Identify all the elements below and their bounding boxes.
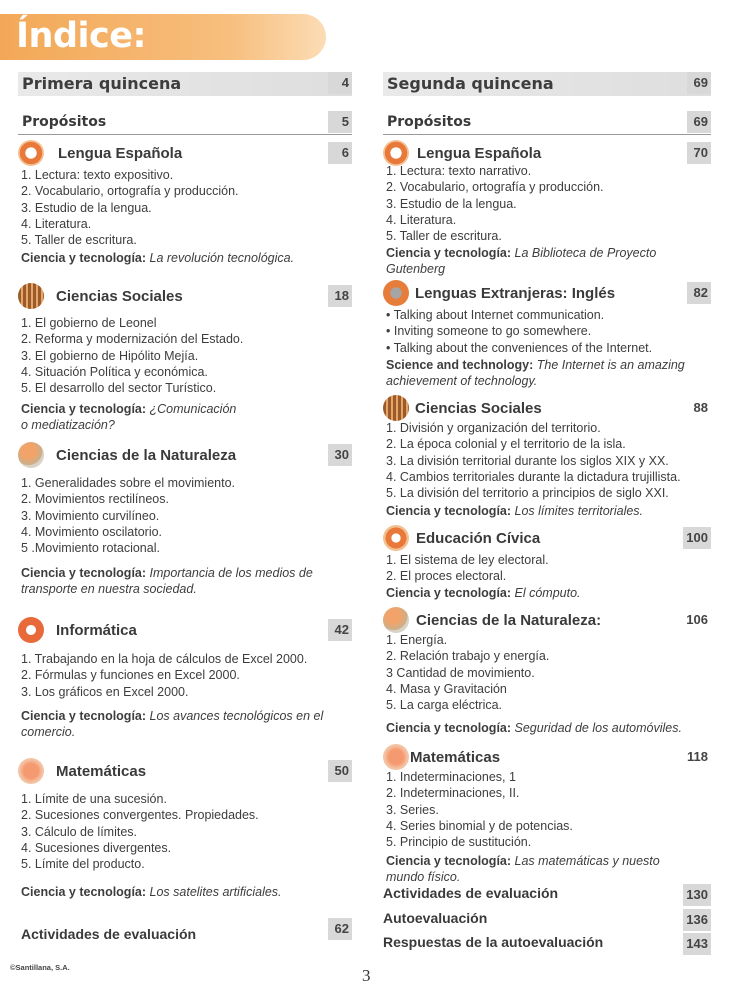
list-item: 1. Generalidades sobre el movimiento. bbox=[21, 476, 236, 490]
copyright: ©Santillana, S.A. bbox=[10, 963, 70, 972]
section-items bbox=[386, 769, 711, 850]
section-items bbox=[386, 632, 711, 713]
section-items bbox=[21, 651, 352, 700]
propositos-row bbox=[383, 111, 711, 133]
ciencia-tecnologia bbox=[386, 853, 711, 886]
cyt-label: Ciencia y tecnología: bbox=[386, 854, 512, 868]
autoevaluacion-row bbox=[383, 908, 711, 930]
section-items bbox=[21, 167, 352, 248]
list-item: 2. Fórmulas y funciones en Excel 2000. bbox=[21, 668, 240, 683]
section-title: Informática bbox=[56, 622, 137, 639]
page-number: 18 bbox=[328, 285, 352, 307]
cyt-label: Ciencia y tecnología: bbox=[386, 721, 512, 735]
list-item: 2. El proces electoral. bbox=[386, 569, 507, 584]
section-items bbox=[386, 420, 711, 501]
respuestas-label: Respuestas de la autoevaluación bbox=[383, 934, 604, 950]
page-number: 136 bbox=[683, 909, 711, 931]
list-item: 2. Reforma y modernización del Estado. bbox=[21, 332, 244, 347]
list-item: 1. Lectura: texto narrativo. bbox=[386, 164, 532, 178]
quincena-title: Segunda quincena bbox=[387, 74, 554, 93]
divider bbox=[383, 134, 711, 135]
list-item: 4. Series binomial y de potencias. bbox=[386, 818, 573, 833]
list-item: 3. Estudio de la lengua. bbox=[21, 200, 152, 215]
list-item: 4. Situación Política y económica. bbox=[21, 364, 208, 379]
cyt-label: Ciencia y tecnología: bbox=[21, 566, 147, 580]
list-item: 5. Taller de escritura. bbox=[386, 229, 502, 244]
crowd-icon bbox=[18, 283, 44, 309]
list-item: 3. Cálculo de límites. bbox=[21, 824, 138, 839]
planet-icon bbox=[383, 607, 409, 633]
cyt-text: La Biblioteca de Proyecto bbox=[514, 246, 657, 260]
page-number: 70 bbox=[687, 142, 711, 164]
list-item: 4. Sucesiones divergentes. bbox=[21, 840, 172, 855]
ciencia-tecnologia bbox=[21, 708, 352, 741]
list-item: 5. La división del territorio a principios de siglo XXI. bbox=[386, 486, 669, 501]
hand-icon bbox=[383, 525, 409, 551]
list-item: • Talking about the conveniences of the Internet. bbox=[386, 340, 653, 355]
crowd-icon bbox=[383, 395, 409, 421]
quincena-title: Primera quincena bbox=[22, 74, 182, 93]
section-title: Matemáticas bbox=[56, 763, 147, 780]
section-title: Lenguas Extranjeras: Inglés bbox=[415, 285, 616, 302]
ciencia-tecnologia bbox=[386, 585, 711, 601]
cyt-label: Science and technology: bbox=[386, 358, 534, 372]
list-item: 1. El sistema de ley electoral. bbox=[386, 553, 549, 567]
cyt-text: La revolución tecnológica. bbox=[149, 251, 295, 265]
list-item: 5. Límite del producto. bbox=[21, 857, 145, 872]
quincena-header-segunda bbox=[383, 72, 711, 96]
section-items bbox=[386, 307, 711, 356]
cyt-text: Los límites territoriales. bbox=[514, 504, 644, 518]
page-number: 62 bbox=[328, 918, 352, 940]
statue-of-liberty-icon bbox=[383, 280, 409, 306]
math-symbols-icon bbox=[18, 758, 44, 784]
cyt-text: Los satelites artificiales. bbox=[149, 885, 282, 899]
section-title: Ciencias de la Naturaleza: bbox=[416, 612, 602, 629]
page-footer-number: 3 bbox=[362, 966, 371, 985]
list-item: 3. Series. bbox=[386, 802, 439, 817]
list-item: 2. Sucesiones convergentes. Propiedades. bbox=[21, 808, 259, 823]
cyt-text: Importancia de los medios de bbox=[149, 566, 313, 580]
section-title: Educación Cívica bbox=[416, 530, 541, 547]
list-item: 4. Cambios territoriales durante la dictadura trujillista. bbox=[386, 469, 681, 484]
actividades-row bbox=[383, 883, 711, 905]
book-hand-icon bbox=[18, 140, 44, 166]
page-number: 30 bbox=[328, 444, 352, 466]
list-item: 3 Cantidad de movimiento. bbox=[386, 665, 535, 680]
cyt-text: o mediatización? bbox=[21, 418, 115, 433]
cyt-label: Ciencia y tecnología: bbox=[21, 402, 147, 416]
section-sociales bbox=[18, 285, 352, 309]
propositos-row bbox=[18, 111, 352, 133]
page-number: 5 bbox=[328, 111, 352, 133]
section-naturaleza bbox=[383, 609, 711, 633]
math-symbols-icon bbox=[383, 744, 409, 770]
cyt-label: Ciencia y tecnología: bbox=[21, 885, 147, 899]
page-number: 69 bbox=[687, 111, 711, 133]
cyt-text: The Internet is an amazing bbox=[536, 358, 685, 372]
ciencia-tecnologia bbox=[21, 884, 352, 900]
list-item: 3. Movimiento curvilíneo. bbox=[21, 508, 160, 523]
list-item: 5. Taller de escritura. bbox=[21, 233, 137, 248]
page-number: 143 bbox=[683, 933, 711, 955]
propositos-label: Propósitos bbox=[387, 114, 472, 130]
list-item: • Talking about Internet communication. bbox=[386, 308, 605, 322]
cyt-text: transporte en nuestra sociedad. bbox=[21, 582, 197, 597]
cyt-label: Ciencia y tecnología: bbox=[386, 246, 512, 260]
list-item: 3. Estudio de la lengua. bbox=[386, 196, 517, 211]
ciencia-tecnologia bbox=[386, 245, 711, 278]
cyt-label: Ciencia y tecnología: bbox=[386, 504, 512, 518]
section-ingles bbox=[383, 282, 711, 306]
section-informatica bbox=[18, 619, 352, 643]
propositos-label: Propósitos bbox=[22, 114, 107, 130]
section-sociales bbox=[383, 397, 711, 421]
cyt-text: El cómputo. bbox=[514, 586, 581, 600]
list-item: 4. Literatura. bbox=[21, 216, 92, 231]
cyt-text: comercio. bbox=[21, 725, 76, 740]
list-item: 1. Trabajando en la hoja de cálculos de Excel 2000. bbox=[21, 652, 308, 666]
section-title: Ciencias de la Naturaleza bbox=[56, 447, 237, 464]
section-lengua bbox=[18, 142, 352, 166]
list-item: 4. Literatura. bbox=[386, 212, 457, 227]
ciencia-tecnologia bbox=[386, 720, 711, 736]
list-item: 2. Vocabulario, ortografía y producción. bbox=[386, 180, 604, 195]
section-title: Matemáticas bbox=[410, 749, 501, 766]
list-item: 5 .Movimiento rotacional. bbox=[21, 541, 160, 556]
list-item: 1. Indeterminaciones, 1 bbox=[386, 770, 516, 784]
page-number: 69 bbox=[687, 72, 711, 94]
list-item: 3. Los gráficos en Excel 2000. bbox=[21, 684, 189, 699]
page-number: 42 bbox=[328, 619, 352, 641]
list-item: 2. Indeterminaciones, II. bbox=[386, 786, 520, 801]
list-item: 5. El desarrollo del sector Turístico. bbox=[21, 381, 217, 396]
section-title: Ciencias Sociales bbox=[56, 288, 183, 305]
page-number: 50 bbox=[328, 760, 352, 782]
mouse-hand-icon bbox=[18, 617, 44, 643]
section-civica bbox=[383, 527, 711, 551]
actividades-row bbox=[18, 922, 352, 944]
list-item: 5. Principio de sustitución. bbox=[386, 835, 532, 850]
section-items bbox=[386, 163, 711, 244]
ciencia-tecnologia bbox=[386, 357, 711, 390]
list-item: 1. Lectura: texto expositivo. bbox=[21, 168, 174, 182]
page-number: 4 bbox=[328, 72, 352, 94]
list-item: 1. División y organización del territorio. bbox=[386, 421, 601, 435]
cyt-text: achievement of technology. bbox=[386, 374, 538, 389]
autoevaluacion-label: Autoevaluación bbox=[383, 910, 488, 926]
ciencia-tecnologia bbox=[386, 503, 711, 519]
section-naturaleza bbox=[18, 444, 352, 468]
section-matematicas bbox=[18, 760, 352, 784]
list-item: 3. La división territorial durante los siglos XIX y XX. bbox=[386, 453, 669, 468]
list-item: 5. La carga eléctrica. bbox=[386, 698, 503, 713]
section-title: Ciencias Sociales bbox=[415, 400, 542, 417]
page-number: 106 bbox=[686, 612, 708, 627]
page-number: 130 bbox=[683, 884, 711, 906]
section-items bbox=[21, 315, 352, 396]
ciencia-tecnologia bbox=[21, 401, 352, 434]
section-title: Lengua Española bbox=[58, 145, 183, 162]
cyt-label: Ciencia y tecnología: bbox=[21, 251, 147, 265]
page-title: Índice: bbox=[16, 16, 146, 56]
cyt-text: mundo físico. bbox=[386, 870, 461, 885]
list-item: • Inviting someone to go somewhere. bbox=[386, 324, 592, 339]
list-item: 2. Vocabulario, ortografía y producción. bbox=[21, 184, 239, 199]
section-title: Lengua Española bbox=[417, 145, 542, 162]
list-item: 4. Movimiento oscilatorio. bbox=[21, 524, 163, 539]
cyt-label: Ciencia y tecnología: bbox=[21, 709, 147, 723]
list-item: 1. Energía. bbox=[386, 633, 448, 647]
actividades-label: Actividades de evaluación bbox=[21, 926, 197, 942]
list-item: 3. El gobierno de Hipólito Mejía. bbox=[21, 348, 199, 363]
list-item: 2. La época colonial y el territorio de la isla. bbox=[386, 437, 626, 452]
list-item: 4. Masa y Gravitación bbox=[386, 681, 507, 696]
list-item: 2. Movimientos rectilíneos. bbox=[21, 492, 169, 507]
planet-icon bbox=[18, 442, 44, 468]
list-item: 2. Relación trabajo y energía. bbox=[386, 649, 550, 664]
list-item: 1. Límite de una sucesión. bbox=[21, 792, 167, 806]
page-number: 118 bbox=[687, 749, 708, 764]
page-number: 100 bbox=[683, 527, 711, 549]
section-matematicas bbox=[383, 746, 711, 770]
section-items bbox=[21, 475, 352, 556]
quincena-header-primera bbox=[18, 72, 352, 96]
ciencia-tecnologia bbox=[21, 565, 352, 598]
divider bbox=[18, 134, 352, 135]
cyt-text: Los avances tecnológicos en el bbox=[149, 709, 324, 723]
page-number: 6 bbox=[328, 142, 352, 164]
cyt-text: ¿Comunicación bbox=[149, 402, 237, 416]
respuestas-row bbox=[383, 932, 711, 954]
cyt-label: Ciencia y tecnología: bbox=[386, 586, 512, 600]
section-items bbox=[386, 552, 711, 585]
page-number: 88 bbox=[693, 400, 708, 415]
ciencia-tecnologia bbox=[21, 250, 352, 266]
section-items bbox=[21, 791, 352, 872]
cyt-text: Gutenberg bbox=[386, 262, 446, 277]
list-item: 1. El gobierno de Leonel bbox=[21, 316, 157, 330]
page-number: 82 bbox=[687, 282, 711, 304]
actividades-label: Actividades de evaluación bbox=[383, 885, 559, 901]
cyt-text: Las matemáticas y nuesto bbox=[514, 854, 660, 868]
cyt-text: Seguridad de los automóviles. bbox=[514, 721, 682, 735]
